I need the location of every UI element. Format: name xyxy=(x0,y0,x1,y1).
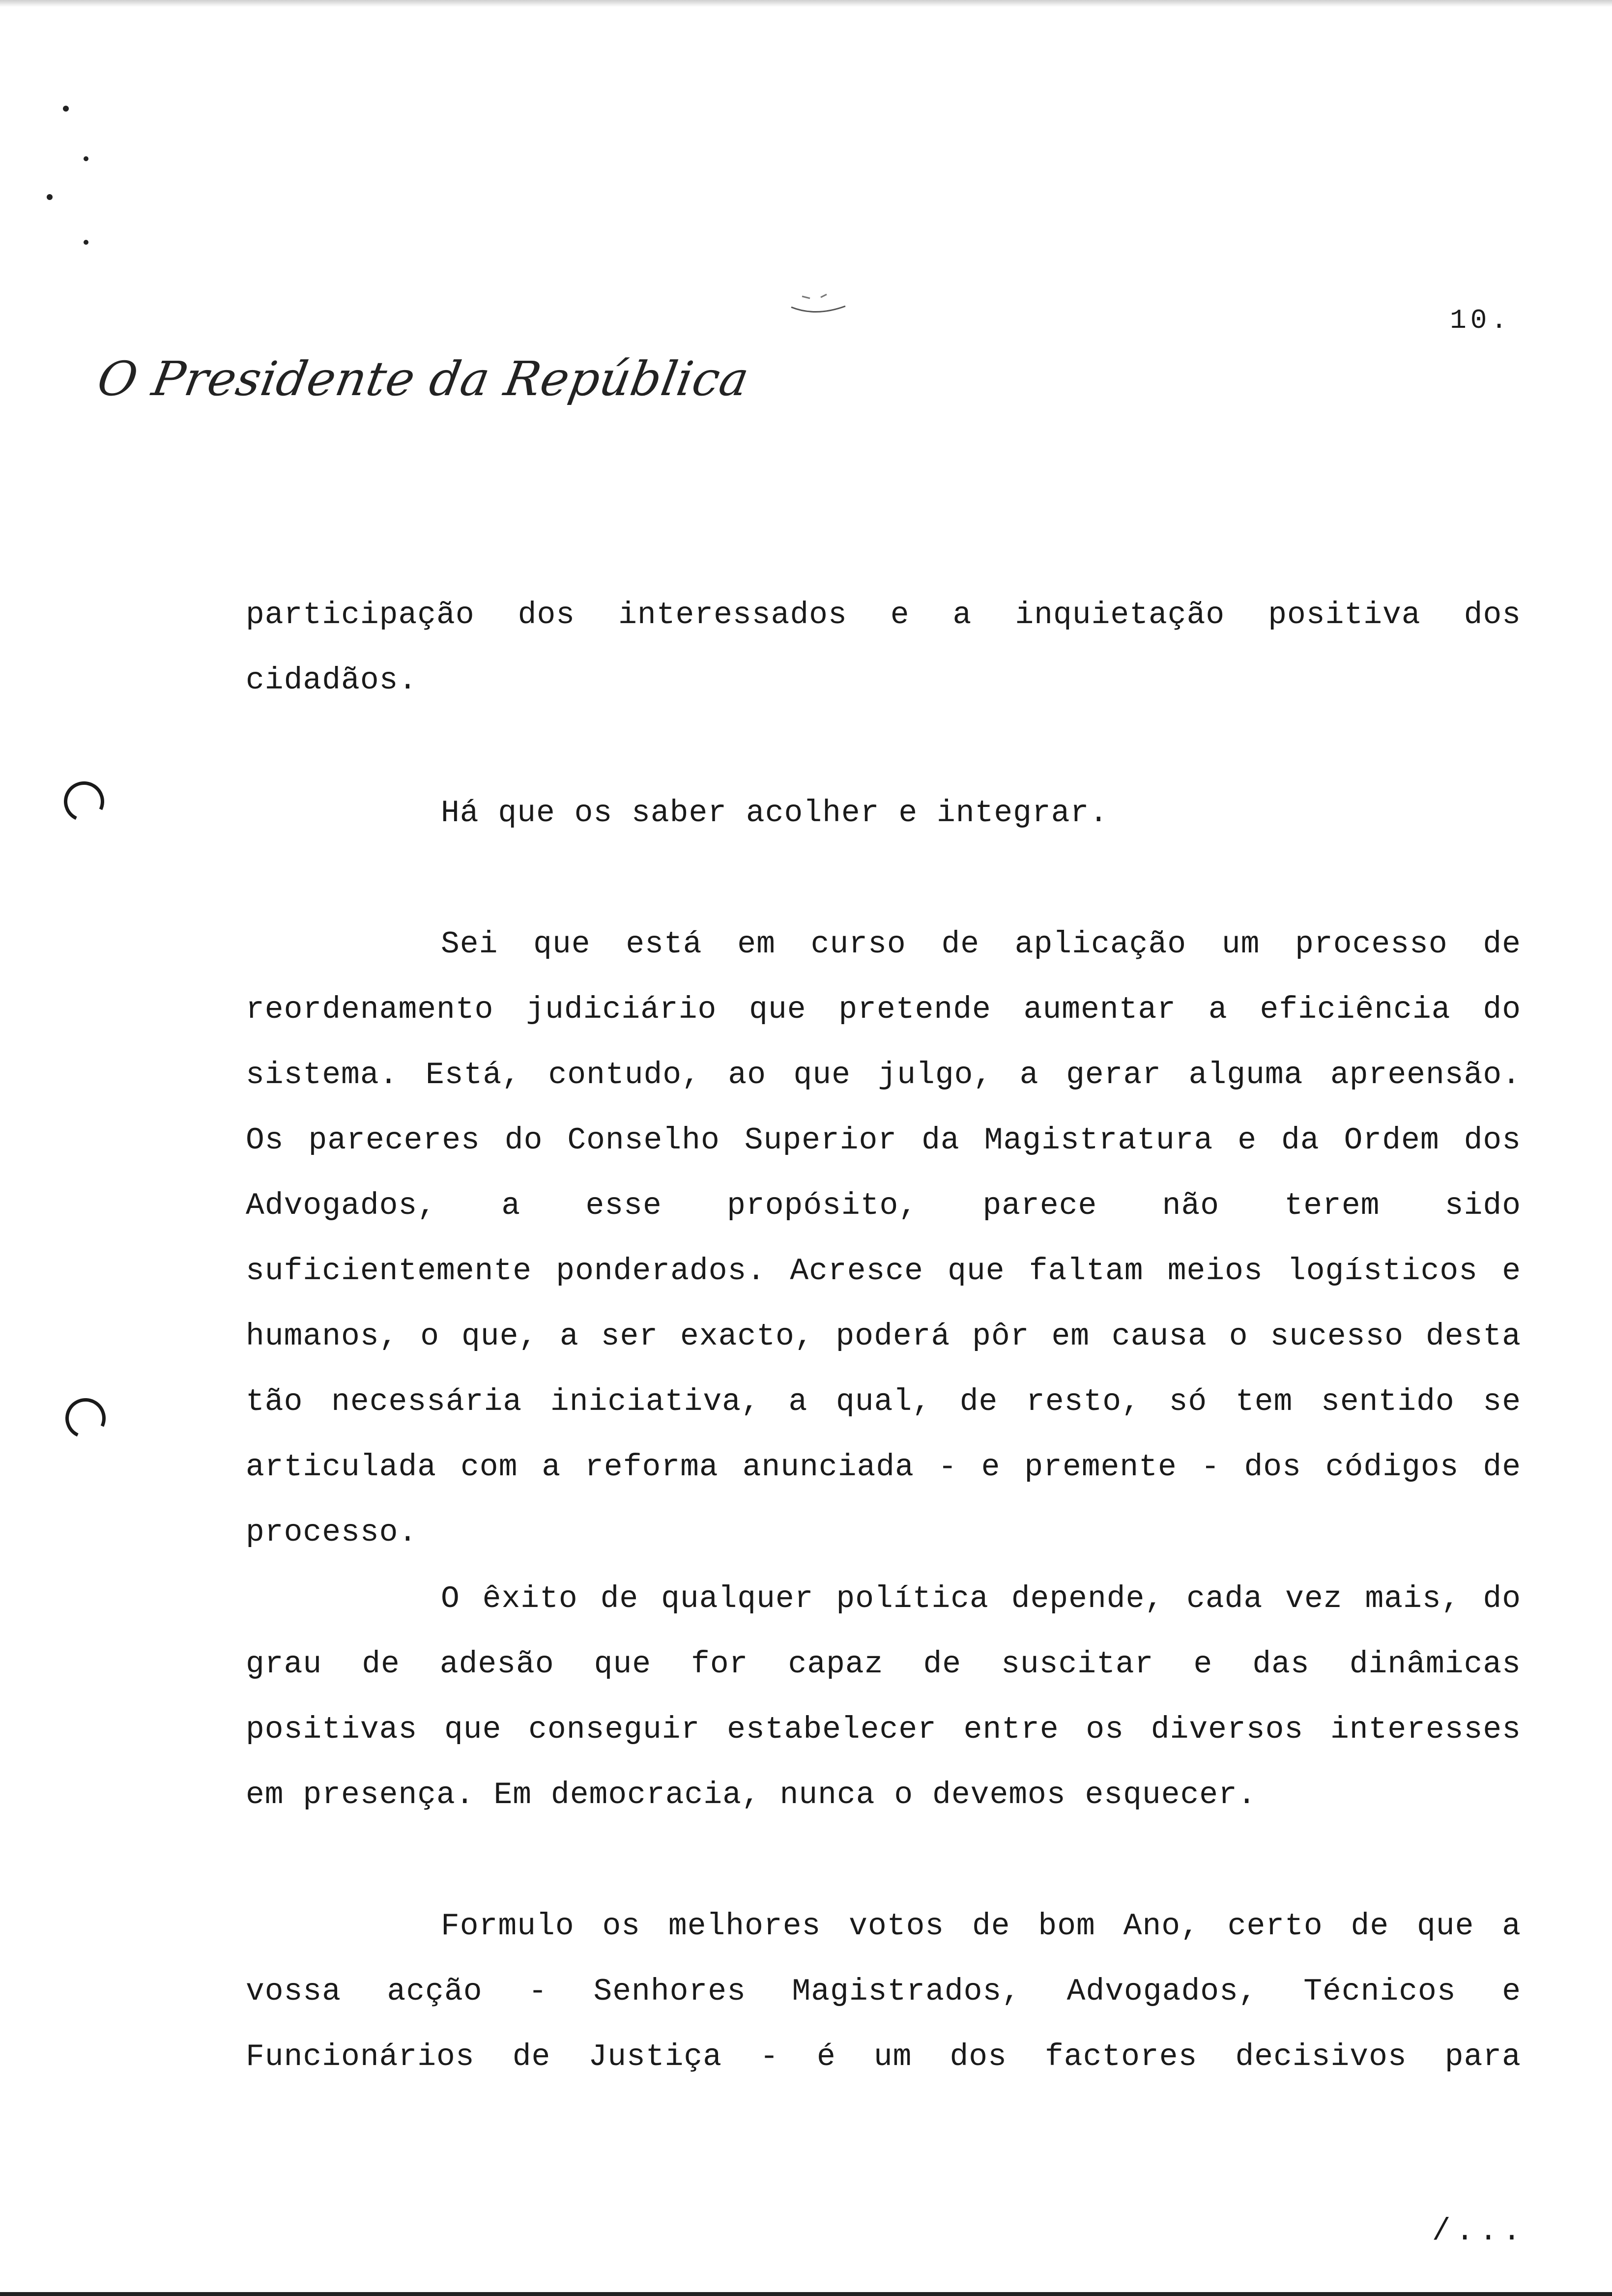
margin-speck xyxy=(84,156,88,161)
paragraph-3 xyxy=(246,912,1521,1565)
paragraph-5 xyxy=(246,1894,1521,2090)
text-line: Há que os saber acolher e integrar. xyxy=(441,796,1109,831)
punch-hole xyxy=(59,1392,111,1444)
paragraph-1 xyxy=(246,582,1521,713)
text-line: suficientemente ponderados. Acresce que faltam meios logísticos e xyxy=(246,1254,1521,1289)
margin-speck xyxy=(63,106,69,112)
continuation-marker: /... xyxy=(1432,2214,1526,2249)
text-line xyxy=(246,582,1521,648)
paragraph-4 xyxy=(246,1566,1521,1828)
page-number: 10. xyxy=(1450,305,1511,336)
margin-speck xyxy=(84,240,88,245)
punch-hole xyxy=(58,775,110,827)
text-line: Funcionários de Justiça - é um dos factores decisivos para xyxy=(246,2039,1521,2074)
word: interessados xyxy=(618,598,847,632)
letterhead-title: O Presidente da República xyxy=(93,351,753,406)
text-line: Formulo os melhores votos de bom Ano, certo de que a xyxy=(441,1909,1521,1944)
text-line: Os pareceres do Conselho Superior da Magistratura e da Ordem dos xyxy=(246,1123,1521,1158)
text-line: humanos, o que, a ser exacto, poderá pôr em causa o sucesso desta xyxy=(246,1319,1521,1354)
text-line: processo. xyxy=(246,1515,418,1550)
scan-top-edge xyxy=(0,0,1612,7)
text-line: articulada com a reforma anunciada - e premente - dos códigos de xyxy=(246,1450,1521,1485)
text-line: sistema. Está, contudo, ao que julgo, a gerar alguma apreensão. xyxy=(246,1058,1521,1092)
margin-speck xyxy=(47,194,53,200)
text-line: O êxito de qualquer política depende, cada vez mais, do xyxy=(441,1581,1521,1616)
word: a xyxy=(952,598,972,632)
text-line: cidadãos. xyxy=(246,663,418,698)
text-line: vossa acção - Senhores Magistrados, Advogados, Técnicos e xyxy=(246,1974,1521,2009)
text-line: Advogados, a esse propósito, parece não terem sido xyxy=(246,1188,1521,1223)
text-line: grau de adesão que for capaz de suscitar e das dinâmicas xyxy=(246,1647,1521,1682)
seal-emboss-mark xyxy=(772,268,860,322)
paragraph-2 xyxy=(246,780,1521,846)
word: e xyxy=(890,598,910,632)
word: dos xyxy=(518,598,576,632)
text-line: reordenamento judiciário que pretende aumentar a eficiência do xyxy=(246,992,1521,1027)
text-line: Sei que está em curso de aplicação um processo de xyxy=(441,927,1521,962)
word: dos xyxy=(1464,598,1522,632)
word: inquietação xyxy=(1015,598,1225,632)
text-line: tão necessária iniciativa, a qual, de resto, só tem sentido se xyxy=(246,1384,1521,1419)
word: participação xyxy=(246,598,475,632)
word: positiva xyxy=(1268,598,1421,632)
text-line: em presença. Em democracia, nunca o devemos esquecer. xyxy=(246,1778,1257,1812)
text-line: positivas que conseguir estabelecer entre os diversos interesses xyxy=(246,1712,1521,1747)
scan-bottom-edge xyxy=(0,2292,1612,2296)
